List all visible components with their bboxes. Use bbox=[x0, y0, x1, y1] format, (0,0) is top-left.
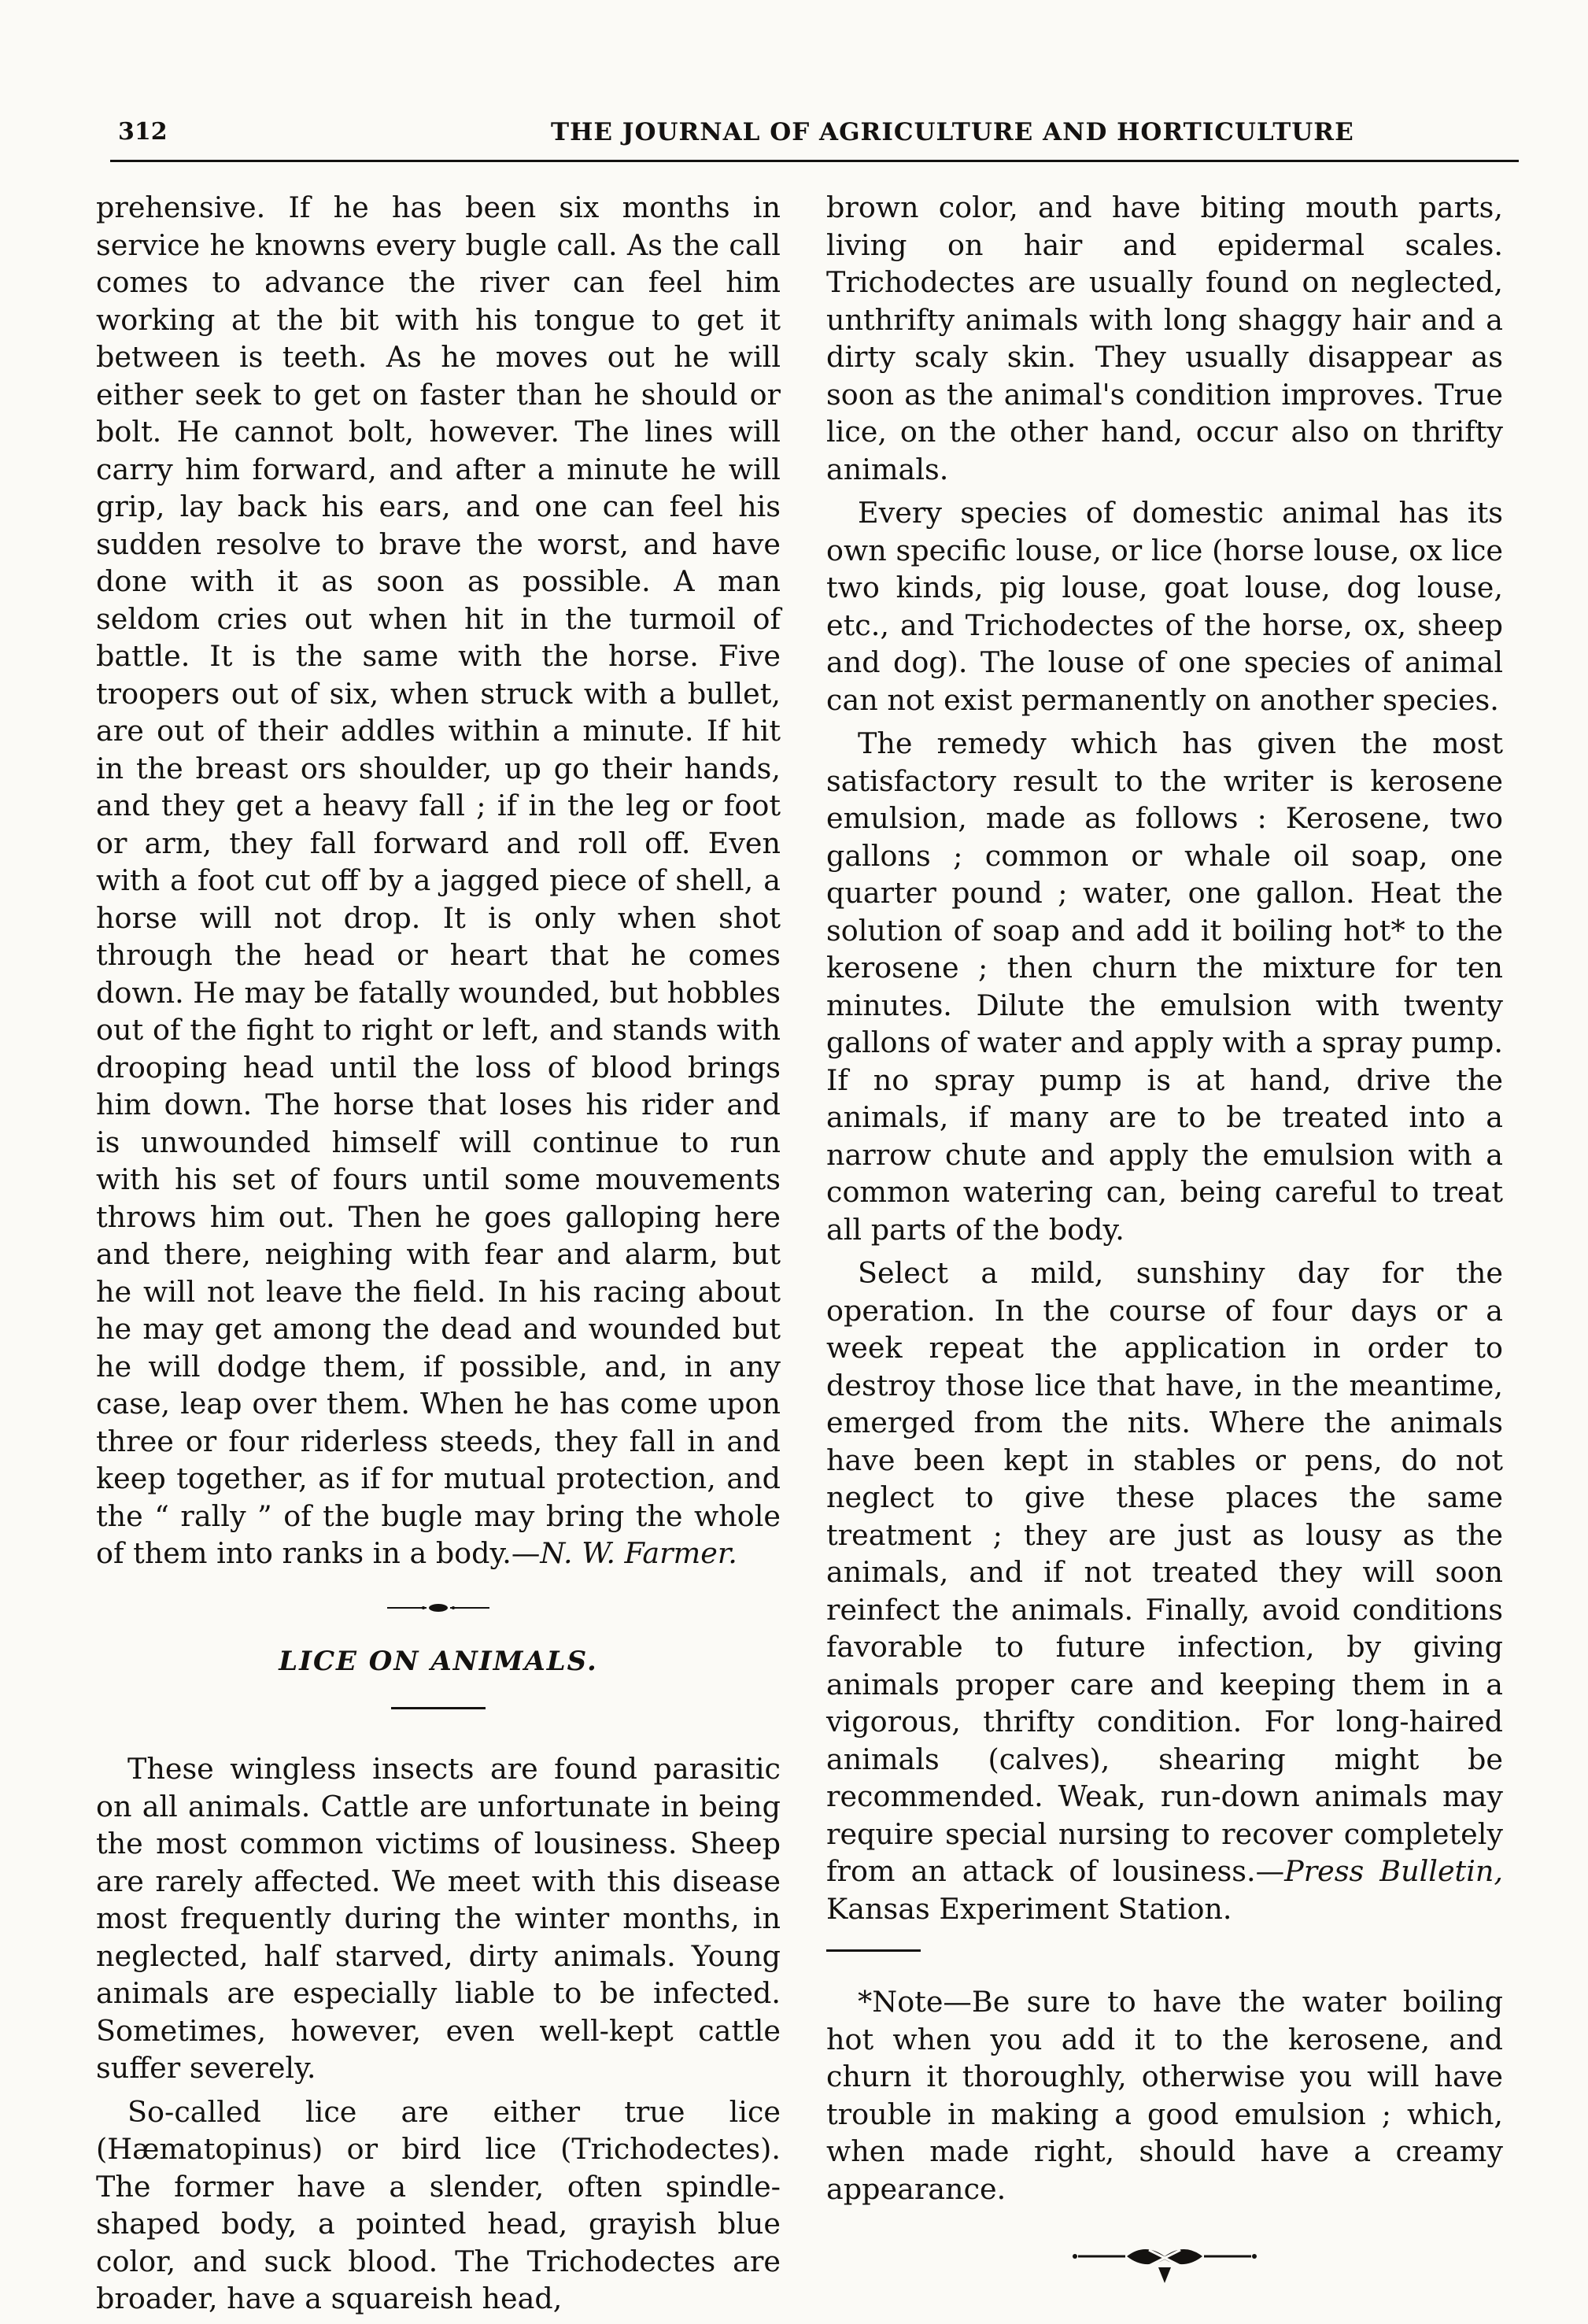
source-attribution: N. W. Farmer. bbox=[540, 1536, 737, 1570]
left-paragraph-3: So-called lice are either true lice (Hæmatopinus) or bird lice (Trichodectes). The former have a slender, often spindle-shaped body, a pointed head, grayish blue color, and suck blood. The Trichodectes are broader, have a squareish head, bbox=[96, 2094, 781, 2315]
right-paragraph-2: Every species of domestic animal has its own specific louse, or lice (horse louse, ox lice two kinds, pig louse, goat louse, dog louse, etc., and Trichodectes of the horse, ox, sheep and dog). The louse of one species of animal can not exist permanently on another species. bbox=[826, 496, 1503, 717]
left-paragraph-2: These wingless insects are found parasitic on all animals. Cattle are unfortunate in being the most common victims of lousiness. Sheep are rarely affected. We meet with this disease most frequently during the winter months, in neglected, half starved, dirty animals. Young animals are especially liable to be infected. Sometimes, however, even well-kept cattle suffer severely. bbox=[96, 1752, 781, 2085]
left-paragraph-1 bbox=[96, 189, 781, 1572]
section-divider-ornament bbox=[96, 1602, 781, 1613]
tailpiece-ornament-icon bbox=[826, 2239, 1503, 2286]
source-attribution-tail: Kansas Experiment Station. bbox=[826, 1891, 1232, 1926]
footnote-rule bbox=[826, 1949, 921, 1952]
section-title: LICE ON ANIMALS. bbox=[279, 1645, 598, 1677]
source-attribution-press: Press Bulletin, bbox=[1284, 1854, 1504, 1888]
right-paragraph-3: The remedy which has given the most satisfactory result to the writer is kerosene emulsion, made as follows : Kerosene, two gallons ; common or whale oil soap, one quarter pound ; water, one gallon. Heat the solution of soap and add it boiling hot* to the kerosene ; then churn the mixture for ten minutes. Dilute the emulsion with twenty gallons of water and apply with a spray pump. If no spray pump is at hand, drive the animals, if many are to be treated into a narrow chute and apply the emulsion with a common watering can, being careful to treat all parts of the body. bbox=[826, 726, 1503, 1247]
horse-article-text: prehensive. If he has been six months in service he knowns every bugle call. As the call comes to advance the river can feel him working at the bit with his tongue to get it between is teeth. As he moves out he will either seek to get on faster than he should or bolt. He cannot bolt, however. The lines will carry him forward, and after a minute he will grip, lay back his ears, and one can feel his sudden resolve to brave the worst, and have done with it as soon as possible. A man seldom cries out when hit in the turmoil of battle. It is the same with the horse. Five troopers out of six, when struck with a bullet, are out of their addles within a minute. If hit in the breast ors shoulder, up go their hands, and they get a heavy fall ; if in the leg or foot or arm, they fall forward and roll off. Even with a foot cut off by a jagged piece of shell, a horse will not drop. It is only when shot through the head or heart that he comes down. He may be fatally wounded, but hobbles out of the fight to right or left, and stands with drooping head until the loss of blood brings him down. The horse that loses his rider and is unwounded himself will continue to run with his set of fours until some mouvements throws him out. Then he goes galloping here and there, neighing with fear and alarm, but he will not leave the field. In his racing about he may get among the dead and wounded but he will dodge them, if possible, and, in any case, leap over them. When he has come upon three or four riderless steeds, they fall in and keep together, as if for mutual protection, and the “ rally ” of the bugle may bring the whole of them into ranks in a body.— bbox=[96, 190, 781, 1570]
header-rule bbox=[110, 160, 1519, 162]
footnote: *Note—Be sure to have the water boiling hot when you add it to the kerosene, and churn it thoroughly, otherwise you will have trouble in making a good emulsion ; which, when made right, should have a creamy appearance. bbox=[826, 1985, 1503, 2206]
page-number: 312 bbox=[118, 118, 168, 146]
left-column bbox=[96, 189, 781, 2324]
remedy-text: Select a mild, sunshiny day for the operation. In the course of four days or a week repeat the application in order to destroy those lice that have, in the meantime, emerged from the nits. Where the animals have been kept in stables or pens, do not neglect to give these places the same treatment ; they are just as lousy as the animals, and if not treated they will soon reinfect the animals. Finally, avoid conditions favorable to future infection, by giving animals proper care and keeping them in a vigorous, thrifty condition. For long-haired animals (calves), shearing might be recommended. Weak, run-down animals may require special nursing to recover completely from an attack of lousiness.— bbox=[826, 1256, 1503, 1888]
right-paragraph-4 bbox=[826, 1254, 1503, 1927]
title-rule bbox=[391, 1707, 486, 1709]
right-column bbox=[826, 189, 1503, 2286]
right-paragraph-1: brown color, and have biting mouth parts, living on hair and epidermal scales. Trichodectes are usually found on neglected, unthrifty animals with long shaggy hair and a dirty scaly skin. They usually disappear as soon as the animal's condition improves. True lice, on the other hand, occur also on thrifty animals. bbox=[826, 190, 1503, 486]
page-header bbox=[110, 118, 1519, 157]
running-title: THE JOURNAL OF AGRICULTURE AND HORTICULTURE bbox=[551, 118, 1354, 146]
